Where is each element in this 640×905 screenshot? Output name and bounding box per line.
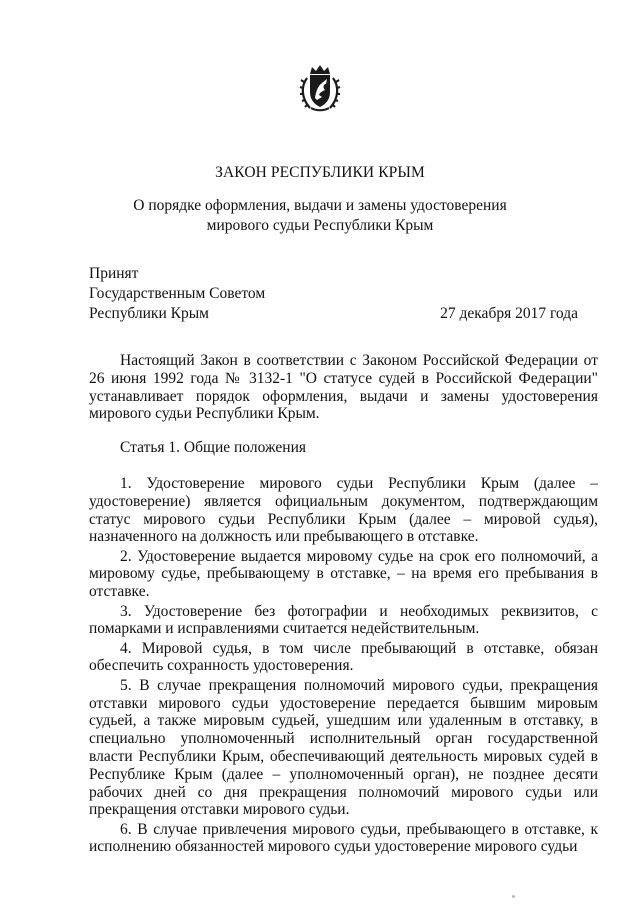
law-subtitle-line: О порядке оформления, выдачи и замены удостоверения bbox=[133, 197, 507, 214]
article-items bbox=[89, 475, 598, 858]
law-subtitle bbox=[0, 196, 640, 236]
article-item: 1. Удостоверение мирового судьи Республики Крым (далее – удостоверение) является официальным документом, подтверждающим статус мирового судьи Республики Крым (далее – мировой судья), назначенного на должность или пребывающего в отставке. bbox=[89, 475, 598, 546]
adoption-line: Республики Крым bbox=[89, 305, 209, 322]
law-title: ЗАКОН РЕСПУБЛИКИ КРЫМ bbox=[215, 164, 425, 181]
preamble bbox=[89, 352, 598, 423]
article-item: 5. В случае прекращения полномочий мирового судьи, прекращения отставки мирового судьи удостоверение передается бывшим мировым судьей, а также мировым судьей, ушедшим или удаленным в отставку, в специально уполномоченный исполнительный орган государственной власти Республики Крым, обеспечивающий деятельность мировых судей в Республике Крым (далее – уполномоченный орган), не позднее десяти рабочих дней со дня прекращения полномочий мирового судьи или прекращения отставки мирового судьи. bbox=[89, 676, 598, 819]
article-item: 3. Удостоверение без фотографии и необходимых реквизитов, с помарками и исправлениями считается недействительным. bbox=[89, 602, 598, 638]
article-item: 6. В случае привлечения мирового судьи, пребывающего в отставке, к исполнению обязанностей мирового судьи удостоверение мирового судьи bbox=[89, 820, 598, 856]
adoption-line: Принят bbox=[89, 265, 139, 282]
article-item: 4. Мировой судья, в том числе пребывающий в отставке, обязан обеспечить сохранность удостоверения. bbox=[89, 639, 598, 675]
crimea-coat-of-arms-icon bbox=[298, 64, 342, 114]
adoption-date: 27 декабря 2017 года bbox=[440, 305, 578, 322]
adoption-block bbox=[89, 264, 265, 324]
law-subtitle-line: мирового судьи Республики Крым bbox=[206, 217, 434, 234]
scan-dot bbox=[512, 895, 515, 898]
article-item: 2. Удостоверение выдается мировому судье на срок его полномочий, а мировому судье, пребывающему в отставке, – на время его пребывания в отставке. bbox=[89, 547, 598, 601]
article-heading: Статья 1. Общие положения bbox=[120, 439, 307, 456]
preamble-paragraph: Настоящий Закон в соответствии с Законом Российской Федерации от 26 июня 1992 года № 3132-1 "О статусе судей в Российской Федерации" устанавливает порядок оформления, выдачи и замены удостоверения мирового судьи Республики Крым. bbox=[89, 352, 598, 423]
adoption-line: Государственным Советом bbox=[89, 285, 266, 302]
